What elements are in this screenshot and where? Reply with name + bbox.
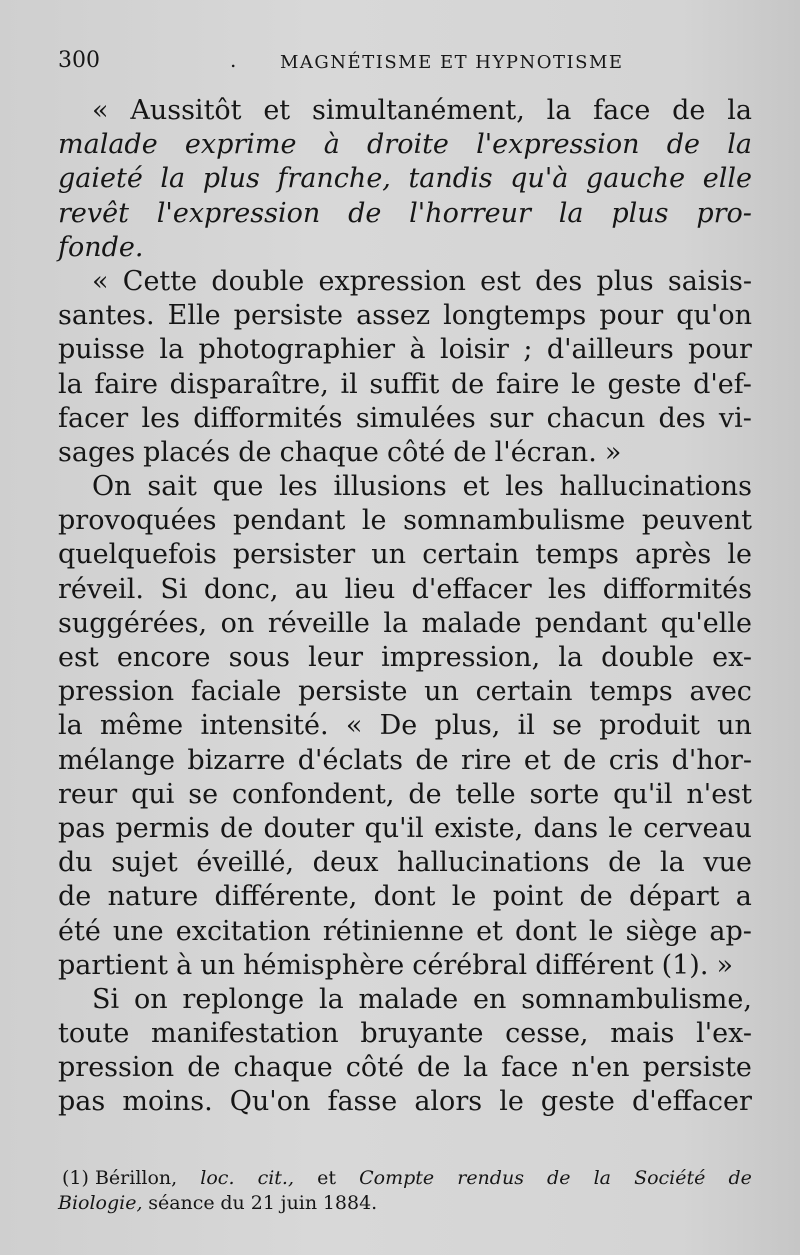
footnote-word: Compte (359, 1167, 435, 1189)
footnote-line-2 (58, 1191, 752, 1216)
footnote-word: 1884. (322, 1192, 378, 1214)
footnote-word: loc. (200, 1167, 235, 1189)
footnote-word: de (547, 1167, 571, 1189)
text-line: pas moins. Qu'on fasse alors le geste d'effacer (58, 1086, 752, 1118)
footnote-word: rendus (457, 1167, 524, 1189)
text-line: toute manifestation bruyante cesse, mais l'ex- (58, 1018, 752, 1050)
text-line: santes. Elle persiste assez longtemps pour qu'on (58, 300, 752, 332)
running-title: MAGNÉTISME ET HYPNOTISME (280, 52, 624, 73)
footnote-word: la (593, 1167, 611, 1189)
text-line: été une excitation rétinienne et dont le siège ap- (58, 915, 752, 947)
text-line: « Aussitôt et simultanément, la face de la (92, 95, 752, 126)
text-line: gaieté la plus franche, tandis qu'à gauche elle (58, 163, 752, 195)
text-line: suggérées, on réveille la malade pendant qu'elle (58, 607, 752, 639)
footnote-word: Biologie, (58, 1192, 143, 1214)
text-line: pas permis de douter qu'il existe, dans le cerveau (58, 812, 752, 844)
text-line: quelquefois persister un certain temps après le (58, 539, 752, 571)
footnote-word: juin (280, 1192, 318, 1214)
text-line: puisse la photographier à loisir ; d'ailleurs pour (58, 334, 752, 366)
text-line: provoquées pendant le somnambulisme peuvent (58, 505, 752, 537)
text-line: reur qui se confondent, de telle sorte qu'il n'est (58, 778, 752, 810)
body-text (58, 94, 752, 1120)
text-line: est encore sous leur impression, la double ex- (58, 642, 752, 673)
text-line: revêt l'expression de l'horreur la plus pro- (58, 197, 752, 229)
footnote-word: de (728, 1167, 752, 1189)
text-line: On sait que les illusions et les hallucinations (92, 471, 752, 503)
text-line: la même intensité. « De plus, il se produit un (58, 710, 752, 742)
footnote-word: (1) Bérillon, (62, 1167, 178, 1189)
text-line: pression faciale persiste un certain temps avec (58, 676, 752, 708)
text-line: malade exprime à droite l'expression de la (58, 129, 752, 161)
text-line: Si on replonge la malade en somnambulisme, (92, 983, 752, 1015)
text-line: sages placés de chaque côté de l'écran. » (58, 436, 622, 468)
text-line: de nature différente, dont le point de départ a (58, 881, 752, 913)
footnote-line-1 (58, 1166, 752, 1191)
footnote-word: séance (148, 1192, 215, 1214)
footnote-word: cit., (257, 1167, 295, 1189)
footnote (58, 1166, 752, 1216)
text-line: fonde. (58, 231, 144, 263)
footnote-word: Société (634, 1167, 706, 1189)
footnote-word: et (317, 1167, 336, 1189)
text-line: du sujet éveillé, deux hallucinations de la vue (58, 847, 752, 879)
text-line: « Cette double expression est des plus saisis- (92, 265, 752, 297)
text-line: partient à un hémisphère cérébral différent (1). » (58, 949, 734, 981)
text-line: facer les difformités simulées sur chacun des vi- (58, 402, 752, 434)
text-line: la faire disparaître, il suffit de faire le geste d'ef- (58, 368, 752, 400)
page-number: 300 (58, 48, 100, 73)
footnote-word: du 21 (220, 1192, 275, 1214)
page-header (58, 44, 758, 80)
text-line: réveil. Si donc, au lieu d'effacer les difformités (58, 573, 752, 605)
header-separator: . (230, 48, 238, 72)
text-line: pression de chaque côté de la face n'en persiste (58, 1052, 752, 1084)
text-line: mélange bizarre d'éclats de rire et de cris d'hor- (58, 744, 752, 776)
